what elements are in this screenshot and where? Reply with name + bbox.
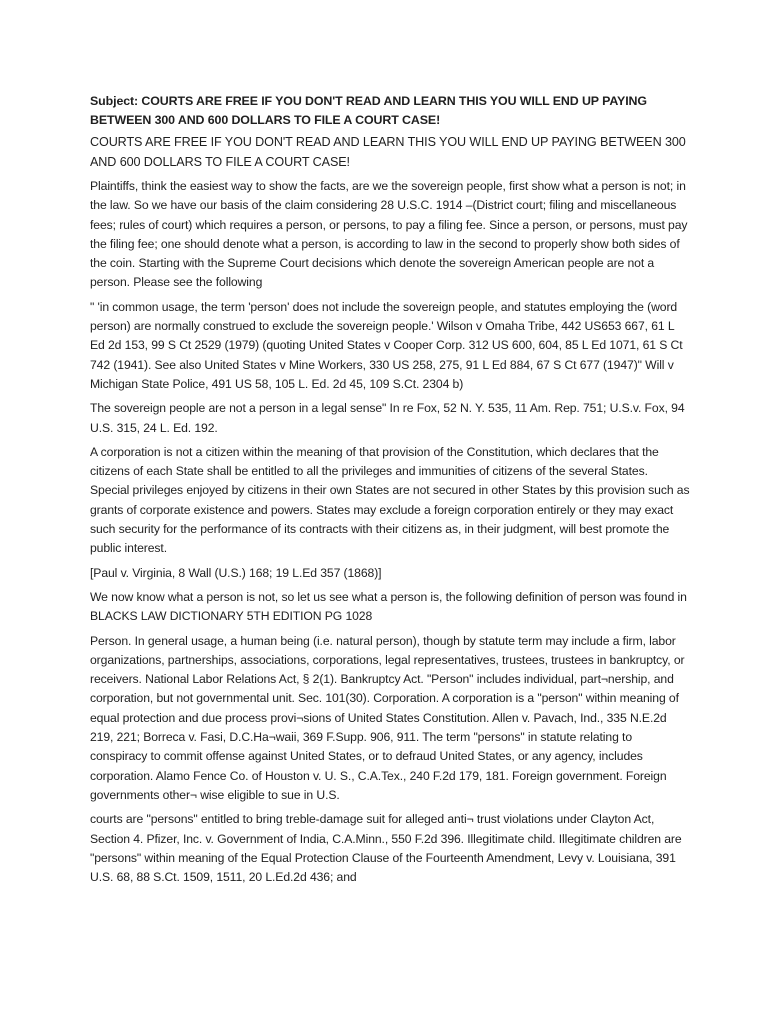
paragraph-courts-persons: courts are "persons" entitled to bring treble-damage suit for alleged anti¬ trust violations under Clayton Act, Section 4. Pfizer, Inc. v. Government of India, C.A.Minn., 550 F.2d 396. Illegitimate child. Illegitimate children are "persons" within meaning of the Equal Protection Clause of the Fourteenth Amendment, Levy v. Louisiana, 391 U.S. 68, 88 S.Ct. 1509, 1511, 20 L.Ed.2d 436; and [90, 812, 682, 885]
paragraph-person-definition: Person. In general usage, a human being (i.e. natural person), though by statute term may include a firm, labor organizations, partnerships, associations, corporations, legal representatives, trustees, trustees in bankruptcy, or receivers. National Labor Relations Act, § 2(1). Bankruptcy Act. "Person" includes individual, part¬nership, and corporation, but not governmental unit. Sec. 101(30). Corporation. A corporation is a "person" within meaning of equal protection and due process provi¬sions of United States Constitution. Allen v. Pavach, Ind., 335 N.E.2d 219, 221; Borreca v. Fasi, D.C.Ha¬waii, 369 F.Supp. 906, 911. The term "persons" in statute relating to conspiracy to commit offense against United States, or to defraud United States, or any agency, includes corporation. Alamo Fence Co. of Houston v. U. S., C.A.Tex., 240 F.2d 179, 181. Foreign government. Foreign governments other¬ wise eligible to sue in U.S. [90, 633, 685, 802]
paragraph-intro: Plaintiffs, think the easiest way to show the facts, are we the sovereign people, first show what a person is not; in the law. So we have our basis of the claim considering 28 U.S.C. 1914 –(District court; filing and miscellaneous fees; rules of court) which requires a person, or persons, to pay a filing fee. Since a person, or persons, must pay the filing fee; one should denote what a person, is according to law in the second to properly show both sides of the coin. Starting with the Supreme Court decisions which denote the sovereign American people are not a person. Please see the following [90, 179, 688, 290]
paragraph-quote-wilson: " 'in common usage, the term 'person' does not include the sovereign people, and statutes employing the (word person) are normally construed to exclude the sovereign people.' Wilson v Omaha Tribe, 442 US653 667, 61 L Ed 2d 153, 99 S Ct 2529 (1979) (quoting United States v Cooper Corp. 312 US 600, 604, 85 L Ed 1071, 61 S Ct 742 (1941). See also United States v Mine Workers, 330 US 258, 275, 91 L Ed 884, 67 S Ct 677 (1947)" Will v Michigan State Police, 491 US 58, 105 L. Ed. 2d 45, 109 S.Ct. 2304 b) [90, 299, 683, 391]
document-page [90, 92, 690, 892]
paragraph-blacks-law: We now know what a person is not, so let us see what a person is, the following definition of person was found in BLACKS LAW DICTIONARY 5TH EDITION PG 1028 [90, 589, 687, 624]
paragraph-corporation: A corporation is not a citizen within the meaning of that provision of the Constitution, which declares that the citizens of each State shall be entitled to all the privileges and immunities of citizens of the several States. Special privileges enjoyed by citizens in their own States are not secured in other States by this provision such as grants of corporate existence and powers. States may exclude a foreign corporation entirely or they may exact such security for the performance of its contracts with their citizens as, in their judgment, will best promote the public interest. [90, 444, 690, 556]
paragraph-sovereign-people: The sovereign people are not a person in a legal sense" In re Fox, 52 N. Y. 535, 11 Am. Rep. 751; U.S.v. Fox, 94 U.S. 315, 24 L. Ed. 192. [90, 401, 685, 435]
document-heading: COURTS ARE FREE IF YOU DON'T READ AND LEARN THIS YOU WILL END UP PAYING BETWEEN 300 AND 600 DOLLARS TO FILE A COURT CASE! [90, 135, 686, 169]
email-subject: Subject: COURTS ARE FREE IF YOU DON'T READ AND LEARN THIS YOU WILL END UP PAYING BETWEEN 300 AND 600 DOLLARS TO FILE A COURT CASE! [90, 94, 647, 127]
paragraph-citation-paul: [Paul v. Virginia, 8 Wall (U.S.) 168; 19 L.Ed 357 (1868)] [90, 565, 382, 580]
